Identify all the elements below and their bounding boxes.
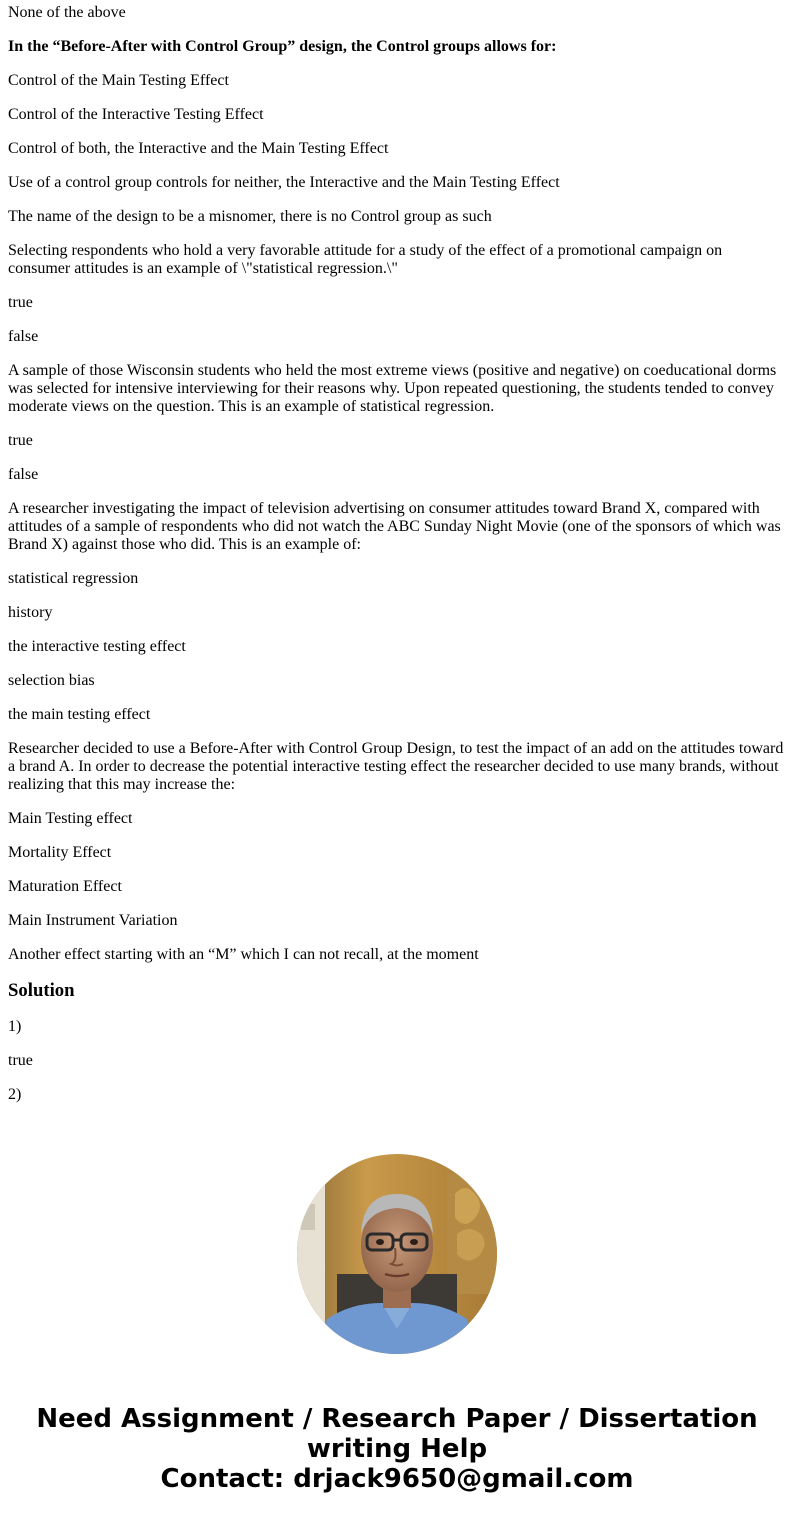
solution-line: 1) — [8, 1018, 22, 1035]
question-text: Selecting respondents who hold a very favorable attitude for a study of the effect of a promotional campaign on consumer attitudes is an example of \"statistical regression.\" — [8, 242, 723, 277]
question-text: In the “Before-After with Control Group” design, the Control groups allows for: — [8, 38, 557, 55]
answer-option: Main Testing effect — [8, 810, 133, 827]
answer-option: selection bias — [8, 672, 95, 689]
promo-line: writing Help — [306, 1434, 488, 1464]
answer-option: The name of the design to be a misnomer, there is no Control group as such — [8, 208, 492, 225]
promo-banner — [0, 1404, 794, 1494]
answer-option: false — [8, 328, 39, 345]
answer-option: false — [8, 466, 39, 483]
question-text: Researcher decided to use a Before-After with Control Group Design, to test the impact of an add on the attitudes toward a brand A. In order to decrease the potential interactive testing effect the researcher decided to use many brands, without realizing that this may increase the: — [8, 740, 784, 793]
answer-option: history — [8, 604, 53, 621]
answer-option: the interactive testing effect — [8, 638, 186, 655]
answer-option: Main Instrument Variation — [8, 912, 178, 929]
question-text: A researcher investigating the impact of television advertising on consumer attitudes toward Brand X, compared with attitudes of a sample of respondents who did not watch the ABC Sunday Night Movie (one of the sponsors of which was Brand X) against those who did. This is an example of: — [8, 500, 781, 553]
answer-option: true — [8, 432, 33, 449]
answer-option: Control of the Main Testing Effect — [8, 72, 229, 89]
answer-option: Use of a control group controls for neither, the Interactive and the Main Testing Effect — [8, 174, 560, 191]
question-text: A sample of those Wisconsin students who held the most extreme views (positive and negative) on coeducational dorms was selected for intensive interviewing for their reasons why. Upon repeated questioning, the students tended to convey moderate views on the question. This is an example of statistical regression. — [8, 362, 777, 415]
answer-option: Control of the Interactive Testing Effect — [8, 106, 264, 123]
contact-email: Contact: drjack9650@gmail.com — [160, 1464, 634, 1494]
solution-heading: Solution — [8, 980, 75, 1001]
solution-line: true — [8, 1052, 33, 1069]
answer-option: statistical regression — [8, 570, 139, 587]
question-document — [0, 4, 794, 1104]
answer-option: Maturation Effect — [8, 878, 122, 895]
answer-option: Mortality Effect — [8, 844, 112, 861]
solution-line: 2) — [8, 1086, 22, 1103]
answer-option: None of the above — [8, 4, 126, 21]
promo-line: Need Assignment / Research Paper / Dissertation — [36, 1404, 758, 1434]
answer-option: the main testing effect — [8, 706, 151, 723]
author-photo-icon — [297, 1154, 497, 1354]
answer-option: true — [8, 294, 33, 311]
answer-option: Another effect starting with an “M” which I can not recall, at the moment — [8, 946, 479, 963]
author-photo-container — [0, 1154, 794, 1354]
answer-option: Control of both, the Interactive and the Main Testing Effect — [8, 140, 389, 157]
